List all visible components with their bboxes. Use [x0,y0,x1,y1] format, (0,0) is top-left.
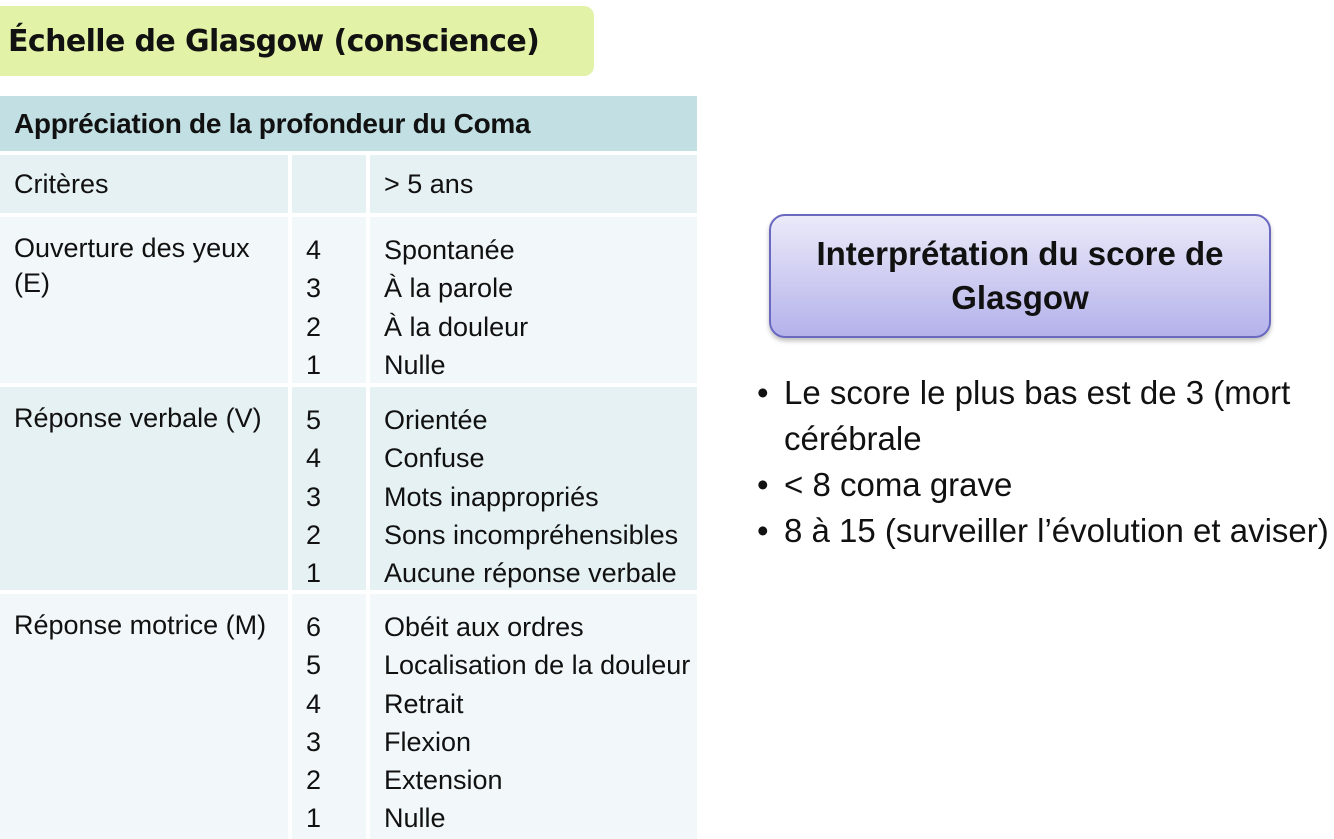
column-header-age: > 5 ans [370,155,697,213]
score-value: 5 [306,650,322,681]
score-value: 4 [306,443,322,474]
response-text: Mots inappropriés [384,481,599,512]
response-text: À la douleur [384,311,529,342]
column-header-score [292,155,366,213]
list-item-text: 8 à 15 (surveiller l’évolution et aviser) [784,512,1329,549]
score-value: 3 [306,726,322,757]
score-value: 3 [306,481,322,512]
response-text: Nulle [384,803,446,834]
list-item-text: < 8 coma grave [784,466,1013,503]
response-text: Flexion [384,726,472,757]
score-value: 2 [306,765,322,796]
list-item [757,508,1334,554]
page-title: Échelle de Glasgow (conscience) [8,23,540,59]
score-value: 3 [306,273,322,304]
criterion-cell [0,387,288,590]
score-value: 1 [306,349,322,380]
response-text: Confuse [384,443,485,474]
response-text: À la parole [384,273,514,304]
criterion-label: Réponse motrice (M) [14,610,267,640]
response-cell [370,594,697,839]
response-text: Retrait [384,688,464,719]
title-banner [0,6,594,76]
interpretation-list [757,370,1334,554]
column-header-criteria: Critères [0,155,288,213]
response-text: Spontanée [384,235,515,265]
table-row-motor [0,594,697,839]
response-cell [370,217,697,383]
table-header: Appréciation de la profondeur du Coma [0,96,697,151]
table-row-eyes [0,217,697,383]
table-row-verbal [0,387,697,590]
score-value: 2 [306,519,322,550]
interpretation-box [769,214,1271,338]
criterion-cell [0,594,288,839]
bullet-icon: • [757,512,769,549]
response-text: Obéit aux ordres [384,612,584,642]
score-cell [292,387,366,590]
score-cell [292,594,366,839]
score-cell [292,217,366,383]
response-cell [370,387,697,590]
response-text: Localisation de la douleur [384,650,691,681]
table-column-header-row [0,155,697,213]
score-value: 6 [306,612,322,642]
response-text: Extension [384,765,503,796]
response-text: Sons incompréhensibles [384,519,679,550]
bullet-icon: • [757,466,769,503]
score-value: 2 [306,311,322,342]
criterion-label: Réponse verbale (V) [14,403,262,433]
interpretation-title: Interprétation du score de Glasgow [816,235,1224,316]
bullet-icon: • [757,374,769,411]
glasgow-table [0,96,697,839]
score-value: 1 [306,558,322,589]
score-value: 1 [306,803,322,834]
list-item [757,370,1334,462]
criterion-cell [0,217,288,383]
criterion-label: Ouverture des yeux (E) [14,233,250,298]
response-text: Nulle [384,349,446,380]
score-value: 5 [306,405,322,435]
score-value: 4 [306,235,322,265]
response-text: Aucune réponse verbale [384,558,677,589]
response-text: Orientée [384,405,488,435]
score-value: 4 [306,688,322,719]
list-item-text: Le score le plus bas est de 3 (mort cérébrale [784,374,1291,457]
list-item [757,462,1334,508]
